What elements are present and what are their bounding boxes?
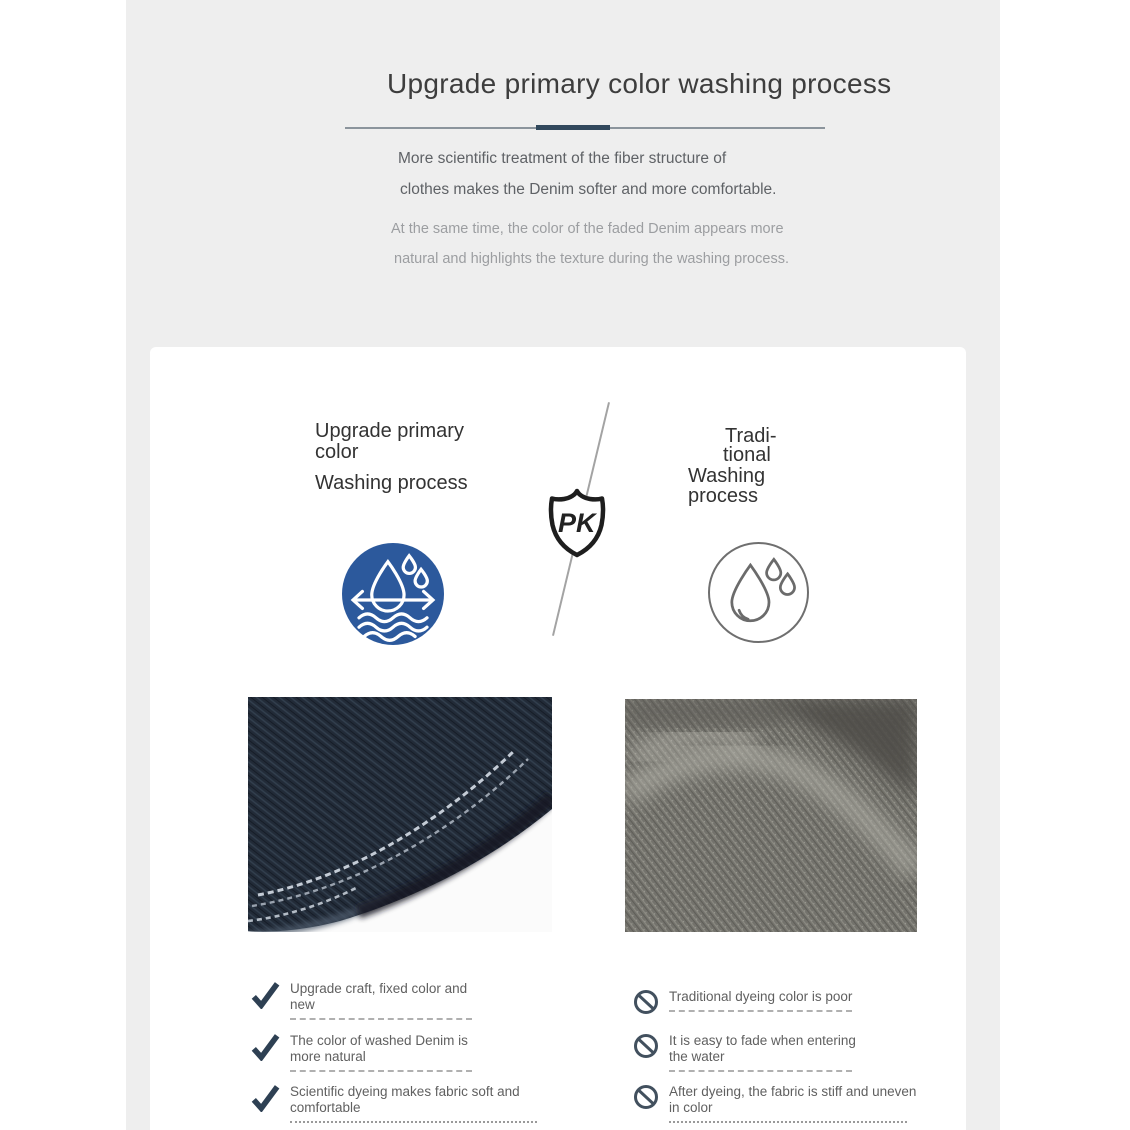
- point-text: [290, 1084, 537, 1123]
- water-wash-blue-icon: [342, 543, 444, 645]
- title-divider-accent: [536, 125, 610, 130]
- point-text: [669, 1033, 856, 1072]
- point-line: The color of washed Denim is: [290, 1033, 468, 1048]
- pk-shield-icon: [542, 485, 612, 561]
- point-underline: [290, 1070, 472, 1072]
- point-underline: [669, 1010, 852, 1012]
- left-column-heading-line: color: [315, 441, 359, 463]
- point-underline: [669, 1070, 852, 1072]
- pk-badge-letter-p: PK: [558, 508, 596, 538]
- traditional-denim-photo: [625, 699, 917, 932]
- comparison-card: [150, 347, 966, 1130]
- ban-icon: [633, 1084, 659, 1115]
- left-point-row: [250, 1033, 472, 1072]
- point-line: comfortable: [290, 1100, 361, 1115]
- point-underline: [290, 1121, 537, 1123]
- sub-text-line: natural and highlights the texture during the washing process.: [394, 251, 789, 267]
- lead-text-line: More scientific treatment of the fiber structure of: [398, 150, 727, 167]
- point-text: [290, 1033, 472, 1072]
- check-icon: [250, 981, 280, 1014]
- point-line: Scientific dyeing makes fabric soft and: [290, 1084, 520, 1099]
- left-point-row: [250, 1084, 537, 1123]
- point-line: It is easy to fade when entering: [669, 1033, 856, 1048]
- point-text: [669, 989, 852, 1012]
- right-column-heading-line: tional: [723, 444, 771, 466]
- point-line: Traditional dyeing color is poor: [669, 989, 853, 1004]
- right-column-heading-line: Washing: [688, 465, 766, 487]
- right-point-row: [633, 1033, 856, 1072]
- check-icon: [250, 1033, 280, 1066]
- point-underline: [290, 1018, 472, 1020]
- point-text: [290, 981, 472, 1020]
- point-text: [669, 1084, 916, 1123]
- point-underline: [669, 1121, 907, 1123]
- left-column-heading-line: Washing process: [315, 472, 468, 494]
- ban-icon: [633, 989, 659, 1020]
- point-line: After dyeing, the fabric is stiff and uneven: [669, 1084, 917, 1099]
- ban-icon: [633, 1033, 659, 1064]
- left-column-heading-line: Upgrade primary: [315, 420, 464, 442]
- upgraded-denim-photo: [248, 697, 552, 932]
- right-column-heading-line: process: [688, 485, 759, 507]
- sub-text-line: At the same time, the color of the faded Denim appears more: [391, 221, 784, 237]
- point-line: Upgrade craft, fixed color and: [290, 981, 468, 996]
- left-point-row: [250, 981, 472, 1020]
- point-line: new: [290, 997, 315, 1012]
- point-line: the water: [669, 1049, 725, 1064]
- water-drops-outline-icon: [708, 542, 809, 643]
- right-point-row: [633, 989, 852, 1020]
- page-title: Upgrade primary color washing process: [387, 68, 892, 99]
- right-column-heading-line: Tradi-: [725, 425, 777, 447]
- point-line: more natural: [290, 1049, 366, 1064]
- point-line: in color: [669, 1100, 713, 1115]
- right-point-row: [633, 1084, 916, 1123]
- check-icon: [250, 1084, 280, 1117]
- lead-text-line: clothes makes the Denim softer and more comfortable.: [400, 181, 777, 198]
